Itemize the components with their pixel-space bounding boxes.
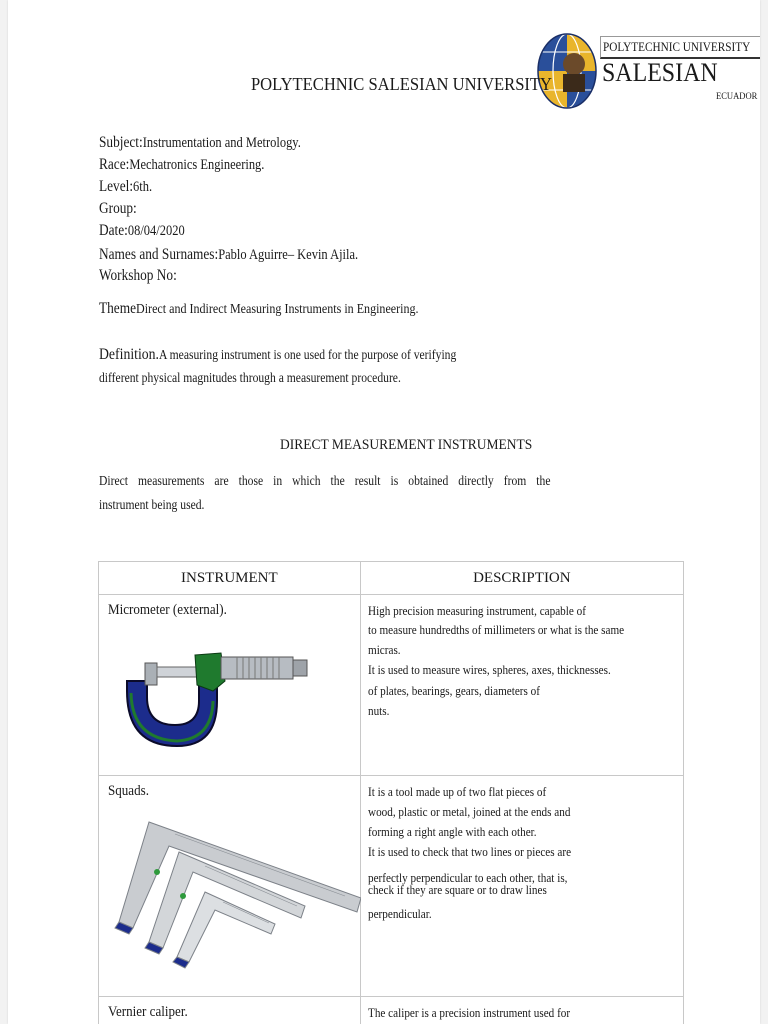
logo-line1: POLYTECHNIC UNIVERSITY [603,40,751,54]
definition-line1 [99,346,456,364]
race-label: Race: [99,156,130,173]
description-line: micras. [367,642,401,657]
theme-value: Direct and Indirect Measuring Instruments in Engineering. [136,302,419,317]
description-cell [360,595,683,776]
table-row [99,776,684,997]
description-line: of plates, bearings, gears, diameters of [367,683,540,698]
document-page [8,0,760,1024]
date-value: 08/04/2020 [127,223,185,239]
description-line: It is used to measure wires, spheres, axes, thicknesses. [367,662,611,677]
section-title: DIRECT MEASUREMENT INSTRUMENTS [280,437,533,453]
table-row [99,997,684,1024]
race-line [99,156,264,174]
names-label: Names and Surnames: [99,246,219,263]
definition-line2: different physical magnitudes through a measurement procedure. [99,370,401,385]
description-line: High precision measuring instrument, capable of [367,603,586,618]
workshop-line [99,267,177,285]
race-value: Mechatronics Engineering. [129,157,265,173]
instrument-cell [99,776,361,997]
logo-line2: SALESIAN [602,58,718,87]
section-paragraph-line1: Direct measurements are those in which the result is obtained directly from the [99,473,551,488]
description-line: perpendicular. [367,906,432,921]
description-line: It is a tool made up of two flat pieces of [367,784,546,799]
description-line: nuts. [367,703,390,718]
names-value: Pablo Aguirre– Kevin Ajila. [218,247,359,263]
level-line [99,178,152,196]
theme-line [99,300,419,318]
description-line: It is used to check that two lines or pieces are [367,844,571,859]
instrument-name: Squads. [108,783,149,799]
group-label: Group: [99,200,137,217]
header-instrument: INSTRUMENT [99,562,361,595]
micrometer-image [117,641,317,751]
level-label: Level: [99,178,134,195]
instruments-table [98,561,684,1024]
description-cell [360,997,683,1024]
page-title: POLYTECHNIC SALESIAN UNIVERSITY [250,74,552,94]
table-header-row [99,562,684,595]
table-row [99,595,684,776]
subject-line [99,134,301,152]
instrument-cell [99,595,361,776]
squares-image [105,802,361,982]
university-logo [536,32,760,110]
definition-text1: A measuring instrument is one used for the purpose of verifying [158,347,457,362]
definition-label: Definition. [99,346,159,363]
names-line [99,246,358,264]
level-value: 6th. [133,179,153,195]
description-line: forming a right angle with each other. [367,824,537,839]
section-paragraph-line2: instrument being used. [99,497,205,512]
workshop-label: Workshop No: [99,267,177,284]
description-line: wood, plastic or metal, joined at the ends and [367,804,571,819]
subject-value: Instrumentation and Metrology. [142,135,301,151]
date-line [99,222,185,240]
instrument-name: Micrometer (external). [108,602,227,618]
logo-line3: ECUADOR [716,92,758,102]
description-line: perfectly perpendicular to each other, that is, [367,870,568,885]
globe-logo-icon [536,32,598,110]
description-line: The caliper is a precision instrument used for [367,1005,570,1020]
description-line: check if they are square or to draw lines [367,882,547,897]
instrument-cell [99,997,361,1024]
description-line: to measure hundredths of millimeters or what is the same [367,622,624,637]
date-label: Date: [99,222,128,239]
subject-label: Subject: [99,134,143,151]
header-description: DESCRIPTION [360,562,683,595]
theme-label: Theme [99,300,137,317]
instrument-name: Vernier caliper. [108,1004,188,1020]
group-line [99,200,137,218]
description-cell [360,776,683,997]
